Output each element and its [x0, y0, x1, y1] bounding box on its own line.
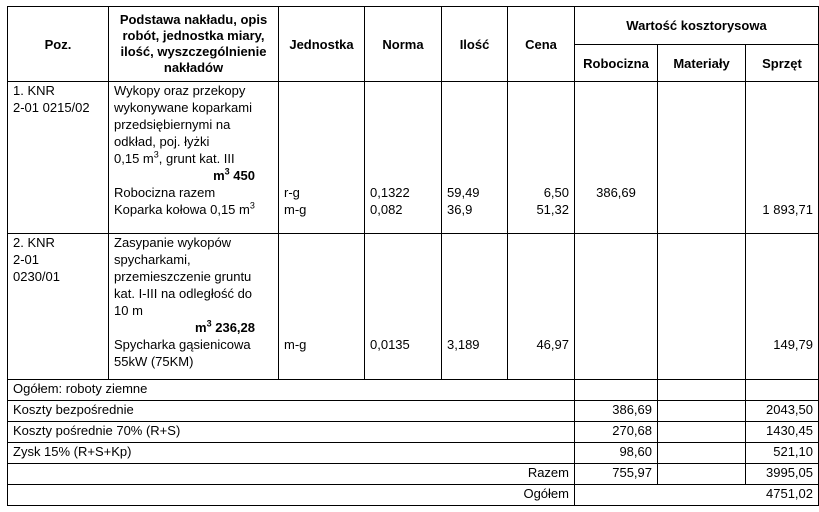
item-sprzet: 1 893,71 [746, 82, 819, 234]
item-cena: 46,97 [508, 234, 575, 380]
item-cena: 6,50 51,32 [508, 82, 575, 234]
item-norma: 0,1322 0,082 [365, 82, 442, 234]
summary-robocizna: 270,68 [575, 422, 658, 443]
header-materialy: Materiały [658, 45, 746, 82]
item-materialy [658, 82, 746, 234]
summary-label: Koszty pośrednie 70% (R+S) [8, 422, 575, 443]
header-ilosc: Ilość [442, 7, 508, 82]
header-robocizna: Robocizna [575, 45, 658, 82]
summary-label: Razem [8, 464, 575, 485]
resource-name: Koparka kołowa 0,15 $m^3$ [114, 200, 255, 217]
summary-sprzet: 2043,50 [746, 401, 819, 422]
summary-sprzet: 3995,05 [746, 464, 819, 485]
item-sprzet: 149,79 [746, 234, 819, 380]
item-jednostka: m-g [279, 234, 365, 380]
header-poz: Poz. [8, 7, 109, 82]
summary-sprzet: 521,10 [746, 443, 819, 464]
item-norma: 0,0135 [365, 234, 442, 380]
item-robocizna [575, 234, 658, 380]
header-sprzet: Sprzęt [746, 45, 819, 82]
summary-row-koszty-posrednie [8, 422, 819, 443]
summary-row-koszty-bezposrednie [8, 401, 819, 422]
summary-robocizna: 98,60 [575, 443, 658, 464]
summary-sprzet: 1430,45 [746, 422, 819, 443]
summary-robocizna: 755,97 [575, 464, 658, 485]
header-cena: Cena [508, 7, 575, 82]
summary-label: Zysk 15% (R+S+Kp) [8, 443, 575, 464]
item-poz: 2. KNR 2-01 0230/01 [8, 234, 109, 380]
cost-estimate-table [7, 6, 819, 506]
summary-row-ogolem-roboty [8, 380, 819, 401]
summary-robocizna: 386,69 [575, 401, 658, 422]
header-jednostka: Jednostka [279, 7, 365, 82]
header-opis: Podstawa nakładu, opis robót, jednostka miary, ilość, wyszczególnienie nakładów [109, 7, 279, 82]
header-norma: Norma [365, 7, 442, 82]
summary-row-zysk [8, 443, 819, 464]
item-ilosc: 3,189 [442, 234, 508, 380]
item-quantity: $m^3$ 450 [213, 166, 255, 183]
item-jednostka: r-g m-g [279, 82, 365, 234]
summary-total-value: 4751,02 [575, 485, 819, 506]
item-opis: Zasypanie wykopów spycharkami, przemieszczenie gruntu kat. I-III na odległość do 10 m $m^3$ 236,28 Spycharka gąsienicowa 55kW (75KM) [109, 234, 279, 380]
item-robocizna: 386,69 [575, 82, 658, 234]
resource-name: Robocizna razem [114, 185, 216, 200]
resource-name: Spycharka gąsienicowa [114, 337, 251, 352]
summary-row-razem [8, 464, 819, 485]
table-row [8, 82, 819, 234]
item-quantity: $m^3$ 236,28 [195, 318, 255, 335]
resource-name: 55kW (75KM) [114, 354, 194, 369]
header-wartosc: Wartość kosztorysowa [575, 7, 819, 45]
summary-label: Ogółem: roboty ziemne [8, 380, 575, 401]
summary-label: Koszty bezpośrednie [8, 401, 575, 422]
summary-row-ogolem [8, 485, 819, 506]
item-opis: Wykopy oraz przekopy wykonywane koparkami przedsiębiernymi na odkład, poj. łyżki 0,15 $m^3$, grunt kat. III $m^3$ 450 Robocizna razem Koparka kołowa 0,15 $m^3$ [109, 82, 279, 234]
summary-total-label: Ogółem [8, 485, 575, 506]
item-poz: 1. KNR 2-01 0215/02 [8, 82, 109, 234]
item-materialy [658, 234, 746, 380]
item-ilosc: 59,49 36,9 [442, 82, 508, 234]
table-row [8, 234, 819, 380]
